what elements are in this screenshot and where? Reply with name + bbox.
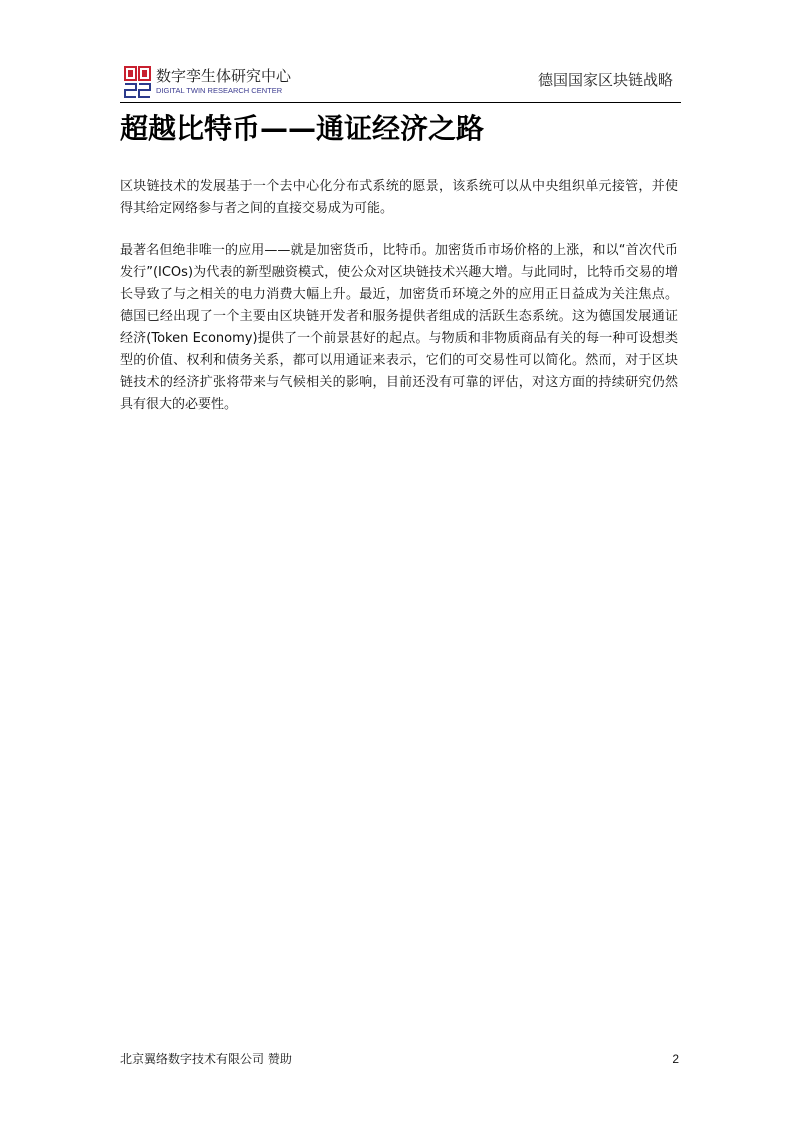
body-text [120,176,678,436]
document-title: 德国国家区块链战略 [537,71,673,89]
paragraph-2: 最著名但绝非唯一的应用——就是加密货币，比特币。加密货币市场价格的上涨，和以“首次代币发行”(ICOs)为代表的新型融资模式，使公众对区块链技术兴趣大增。与此同时，比特币交易的增长导致了与之相关的电力消费大幅上升。最近，加密货币环境之外的应用正日益成为关注焦点。德国已经出现了一个主要由区块链开发者和服务提供者组成的活跃生态系统。这为德国发展通证经济(Token Economy)提供了一个前景甚好的起点。与物质和非物质商品有关的每一种可设想类型的价值、权利和债务关系，都可以用通证来表示，它们的可交易性可以简化。然而，对于区块链技术的经济扩张将带来与气候相关的影响，目前还没有可靠的评估，对这方面的持续研究仍然具有很大的必要性。 [120,243,678,412]
page-header [120,60,681,103]
logo [124,64,292,100]
page-footer [120,1050,681,1070]
page-number: 2 [672,1052,679,1066]
logo-mark-icon [124,66,152,98]
logo-subtext: DIGITAL TWIN RESEARCH CENTER [156,86,283,95]
logo-text: 数字孪生体研究中心 [156,67,292,85]
paragraph-1: 区块链技术的发展基于一个去中心化分布式系统的愿景，该系统可以从中央组织单元接管，并使得其给定网络参与者之间的直接交易成为可能。 [120,179,678,216]
section-title: 超越比特币——通证经济之路 [120,112,485,145]
sponsor-text: 北京翼络数字技术有限公司 赞助 [120,1052,292,1066]
